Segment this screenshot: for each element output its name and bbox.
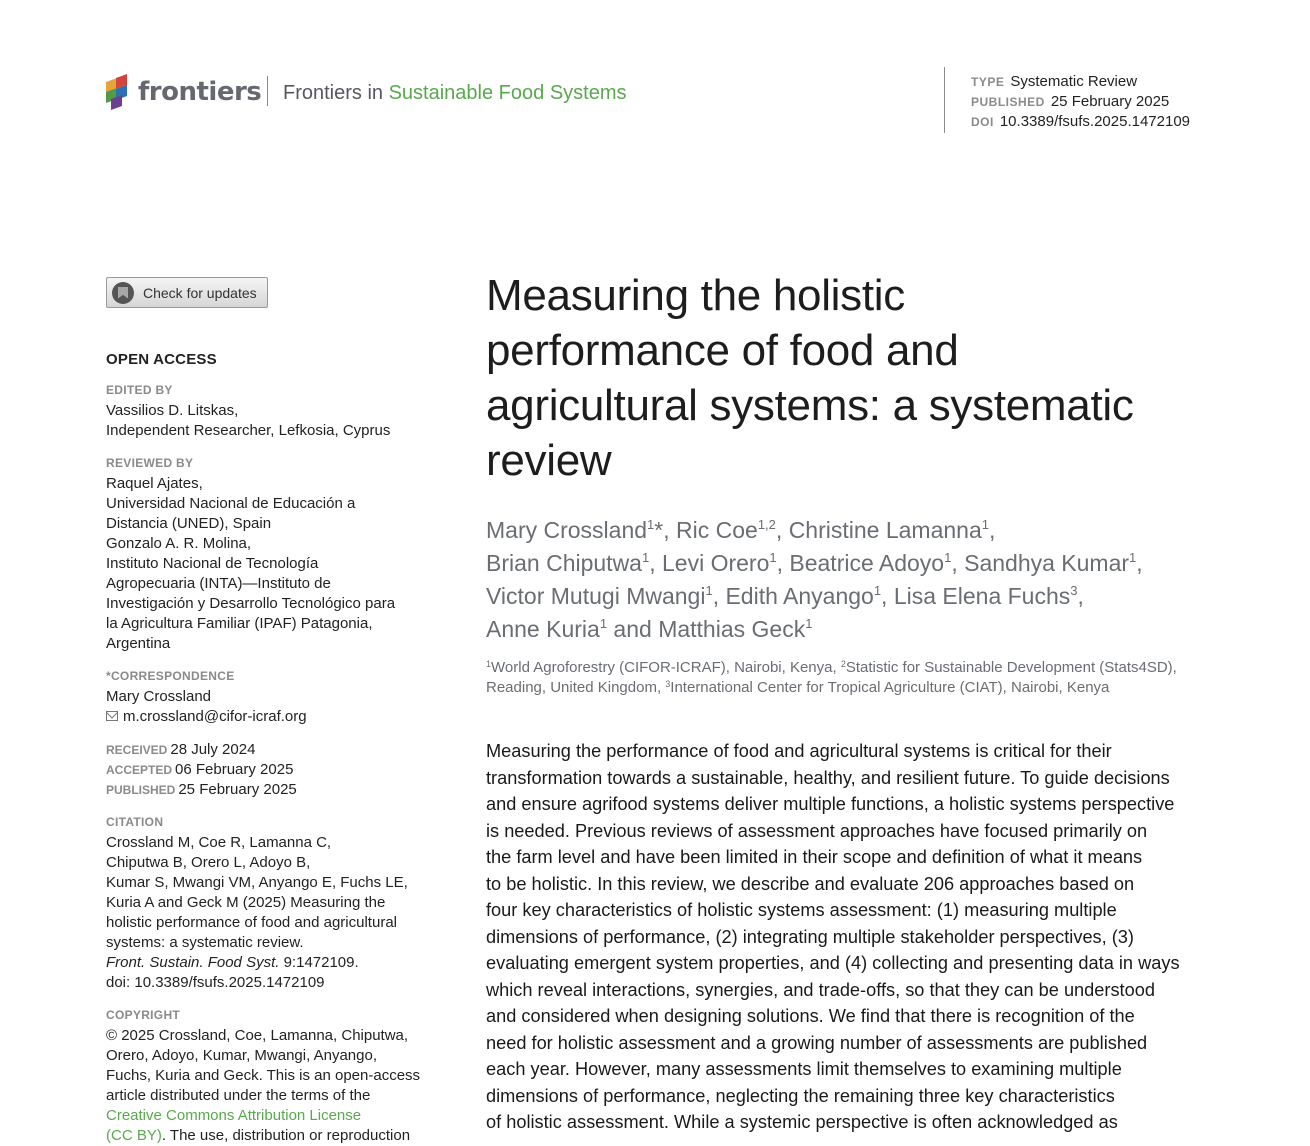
abstract-line: dimensions of performance, neglecting the remaining three key characteristics bbox=[486, 1085, 1115, 1106]
abstract-line: each year. However, many assessments limit themselves to examining multiple bbox=[486, 1059, 1122, 1079]
affiliation-line bbox=[486, 678, 1204, 698]
frontiers-logo-icon bbox=[106, 76, 132, 108]
affiliations bbox=[486, 658, 1204, 698]
affiliation-text: International Center for Tropical Agriculture (CIAT), Nairobi, Kenya bbox=[670, 679, 1110, 696]
author-separator: and bbox=[607, 616, 659, 642]
author-name[interactable]: Beatrice Adoyo bbox=[789, 550, 945, 576]
author-affiliation: 1 bbox=[705, 583, 713, 598]
author-name[interactable]: Sandhya Kumar bbox=[964, 550, 1130, 576]
author-affiliation: 1 bbox=[873, 583, 882, 598]
abstract-line: dimensions of performance, (2) integrating multiple stakeholder perspectives, (3) bbox=[486, 926, 1134, 947]
citation-volume: 9:1472109. bbox=[279, 954, 359, 971]
author-separator: , bbox=[775, 517, 789, 543]
reviewer-line: Distancia (UNED), Spain bbox=[106, 515, 272, 532]
abstract-line: and considered when designing solutions. We find that there is recognition of the bbox=[486, 1006, 1135, 1026]
citation-journal-row bbox=[106, 953, 438, 973]
reviewer-line: Investigación y Desarrollo Tecnológico para bbox=[106, 595, 396, 612]
correspondence-email-row[interactable] bbox=[106, 707, 438, 727]
author-line bbox=[486, 514, 1204, 547]
author-affiliation: 1 bbox=[944, 550, 952, 565]
journal-title: Sustainable Food Systems bbox=[388, 82, 627, 104]
meta-doi-row bbox=[971, 112, 1190, 132]
abstract-line: of holistic assessment. While a systemic perspective is often acknowledged as bbox=[486, 1112, 1118, 1132]
author-affiliation: 1 bbox=[1129, 550, 1137, 565]
frontiers-logo[interactable] bbox=[106, 76, 261, 108]
dates-section bbox=[106, 740, 438, 800]
author-separator: , bbox=[988, 517, 996, 543]
affiliation-number: 1 bbox=[486, 659, 492, 669]
affiliation-text: Reading, United Kingdom, bbox=[486, 679, 666, 696]
title-line: Measuring the holistic bbox=[486, 271, 905, 320]
logo-wordmark: frontiers bbox=[138, 77, 262, 107]
abstract-line: transformation towards a sustainable, healthy, and resilient future. To guide decisions bbox=[486, 767, 1170, 788]
title-line: review bbox=[486, 436, 612, 485]
copyright-heading: COPYRIGHT bbox=[106, 1008, 181, 1022]
citation-line: Chiputwa B, Orero L, Adoyo B, bbox=[106, 854, 311, 871]
editor-line: Independent Researcher, Lefkosia, Cyprus bbox=[106, 422, 391, 439]
reviewer-line: Instituto Nacional de Tecnología bbox=[106, 555, 319, 572]
reviewer-line: Gonzalo A. R. Molina, bbox=[106, 535, 252, 552]
header-divider bbox=[267, 76, 268, 106]
edited-by-heading: EDITED BY bbox=[106, 383, 173, 397]
author-affiliation: 3 bbox=[1070, 583, 1078, 598]
accepted-label: ACCEPTED bbox=[106, 763, 173, 777]
meta-type-value: Systematic Review bbox=[1010, 73, 1138, 90]
reviewer-line: Raquel Ajates, bbox=[106, 475, 203, 492]
author-line bbox=[486, 580, 1204, 613]
received-value: 28 July 2024 bbox=[170, 741, 256, 758]
copyright-line: article distributed under the terms of the bbox=[106, 1087, 371, 1104]
open-access-label: OPEN ACCESS bbox=[106, 351, 217, 368]
meta-published-label: PUBLISHED bbox=[971, 95, 1045, 109]
author-affiliation: 1 bbox=[981, 517, 989, 532]
copyright-tail: . The use, distribution or reproduction bbox=[161, 1127, 411, 1144]
edited-by-section bbox=[106, 382, 438, 441]
copyright-section bbox=[106, 1007, 438, 1146]
journal-name[interactable] bbox=[283, 82, 627, 105]
affiliation-number: 3 bbox=[665, 679, 671, 689]
author-name[interactable]: Edith Anyango bbox=[725, 583, 874, 609]
reviewed-by-section bbox=[106, 455, 438, 654]
title-line: performance of food and bbox=[486, 326, 959, 375]
abstract-line: the farm level and have been limited in their scope and definition of what it means bbox=[486, 847, 1143, 867]
abstract bbox=[486, 738, 1204, 1136]
meta-published-value: 25 February 2025 bbox=[1050, 93, 1170, 110]
copyright-line: Fuchs, Kuria and Geck. This is an open-access bbox=[106, 1067, 421, 1084]
published-value: 25 February 2025 bbox=[178, 781, 297, 798]
copyright-line: © 2025 Crossland, Coe, Lamanna, Chiputwa, bbox=[106, 1027, 409, 1044]
bookmark-icon bbox=[112, 282, 134, 304]
abstract-line: Measuring the performance of food and agricultural systems is critical for their bbox=[486, 741, 1112, 761]
received-label: RECEIVED bbox=[106, 743, 168, 757]
affiliation-line bbox=[486, 658, 1204, 678]
citation-section bbox=[106, 814, 438, 993]
author-separator: , bbox=[951, 550, 965, 576]
affiliation-text: World Agroforestry (CIFOR-ICRAF), Nairobi, Kenya, bbox=[491, 659, 841, 676]
abstract-line: is needed. Previous reviews of assessment approaches have focused primarily on bbox=[486, 820, 1148, 841]
correspondence-name: Mary Crossland bbox=[106, 688, 212, 705]
affiliation-text: Statistic for Sustainable Development (Stats4SD), bbox=[845, 659, 1177, 676]
reviewer-line: la Agricultura Familiar (IPAF) Patagonia, bbox=[106, 615, 373, 632]
envelope-icon bbox=[106, 711, 118, 721]
author-separator: , bbox=[881, 583, 894, 609]
reviewer-line: Universidad Nacional de Educación a bbox=[106, 495, 356, 512]
author-affiliation: 1,2 bbox=[757, 517, 776, 532]
author-name[interactable]: Levi Orero bbox=[661, 550, 770, 576]
author-name[interactable]: Matthias Geck bbox=[658, 616, 806, 642]
article-main bbox=[486, 268, 1204, 1136]
received-row bbox=[106, 740, 438, 760]
author-separator: , bbox=[1136, 550, 1143, 576]
corresponding-mark: * bbox=[654, 517, 664, 543]
author-affiliation: 1 bbox=[647, 517, 655, 532]
published-label: PUBLISHED bbox=[106, 783, 176, 797]
cc-by-link[interactable]: (CC BY) bbox=[106, 1127, 162, 1144]
accepted-row bbox=[106, 760, 438, 780]
author-name[interactable]: Ric Coe bbox=[676, 517, 758, 543]
correspondence-section bbox=[106, 668, 438, 727]
affiliation-number: 2 bbox=[840, 659, 846, 669]
meta-type-row bbox=[971, 72, 1190, 92]
author-name[interactable]: Christine Lamanna bbox=[788, 517, 982, 543]
abstract-line: and ensure agrifood systems deliver multiple functions, a holistic systems perspective bbox=[486, 794, 1175, 814]
reviewer-line: Agropecuaria (INTA)—Instituto de bbox=[106, 575, 331, 592]
article-meta bbox=[971, 72, 1190, 132]
author-separator: , bbox=[776, 550, 790, 576]
author-list bbox=[486, 514, 1204, 646]
author-affiliation: 1 bbox=[599, 616, 608, 631]
article-title bbox=[486, 268, 1204, 488]
author-separator: , bbox=[1077, 583, 1084, 609]
published-row bbox=[106, 780, 438, 800]
correspondence-heading: *CORRESPONDENCE bbox=[106, 669, 235, 683]
title-line: agricultural systems: a systematic bbox=[486, 381, 1134, 430]
abstract-line: to be holistic. In this review, we describe and evaluate 206 approaches based on bbox=[486, 873, 1135, 894]
author-name[interactable]: Brian Chiputwa bbox=[486, 550, 642, 576]
meta-published-row bbox=[971, 92, 1190, 112]
author-affiliation: 1 bbox=[769, 550, 777, 565]
meta-doi-value[interactable]: 10.3389/fsufs.2025.1472109 bbox=[999, 113, 1191, 130]
correspondence-email[interactable]: m.crossland@cifor-icraf.org bbox=[123, 708, 307, 725]
citation-line: Crossland M, Coe R, Lamanna C, bbox=[106, 834, 332, 851]
meta-doi-label: DOI bbox=[971, 115, 994, 129]
author-affiliation: 1 bbox=[641, 550, 650, 565]
copyright-tail-row bbox=[106, 1126, 438, 1146]
reviewed-by-heading: REVIEWED BY bbox=[106, 456, 194, 470]
journal-prefix: Frontiers in bbox=[283, 82, 389, 104]
abstract-line: four key characteristics of holistic systems assessment: (1) measuring multiple bbox=[486, 900, 1117, 920]
check-for-updates-button[interactable] bbox=[106, 277, 268, 308]
check-for-updates-label: Check for updates bbox=[143, 284, 257, 301]
accepted-value: 06 February 2025 bbox=[175, 761, 294, 778]
citation-line: systems: a systematic review. bbox=[106, 934, 304, 951]
author-name[interactable]: Anne Kuria bbox=[486, 616, 600, 642]
author-separator: , bbox=[649, 550, 662, 576]
reviewer-line: Argentina bbox=[106, 635, 171, 652]
meta-type-label: TYPE bbox=[971, 75, 1005, 89]
editor-line: Vassilios D. Litskas, bbox=[106, 402, 239, 419]
citation-heading: CITATION bbox=[106, 815, 164, 829]
author-name[interactable]: Victor Mutugi Mwangi bbox=[486, 583, 706, 609]
citation-line: Kumar S, Mwangi VM, Anyango E, Fuchs LE, bbox=[106, 874, 408, 891]
abstract-line: which reveal interactions, synergies, and trade-offs, so that they can be understood bbox=[486, 979, 1155, 1000]
citation-doi[interactable]: doi: 10.3389/fsufs.2025.1472109 bbox=[106, 974, 325, 991]
citation-line: holistic performance of food and agricultural bbox=[106, 914, 397, 931]
citation-line: Kuria A and Geck M (2025) Measuring the bbox=[106, 894, 386, 911]
copyright-line: Orero, Adoyo, Kumar, Mwangi, Anyango, bbox=[106, 1047, 377, 1064]
author-line bbox=[486, 547, 1204, 580]
author-line bbox=[486, 613, 1204, 646]
author-affiliation: 1 bbox=[805, 616, 813, 631]
author-name[interactable]: Mary Crossland bbox=[486, 517, 648, 543]
license-link[interactable]: Creative Commons Attribution License bbox=[106, 1107, 362, 1124]
author-separator: , bbox=[712, 583, 726, 609]
article-sidebar bbox=[106, 277, 438, 1146]
author-separator: , bbox=[663, 517, 677, 543]
abstract-line: evaluating emergent system properties, and (4) collecting and presenting data in ways bbox=[486, 953, 1180, 973]
author-name[interactable]: Lisa Elena Fuchs bbox=[893, 583, 1071, 609]
abstract-line: need for holistic assessment and a growing number of assessments are published bbox=[486, 1032, 1148, 1053]
citation-journal: Front. Sustain. Food Syst. bbox=[106, 954, 280, 971]
meta-divider bbox=[944, 67, 945, 133]
